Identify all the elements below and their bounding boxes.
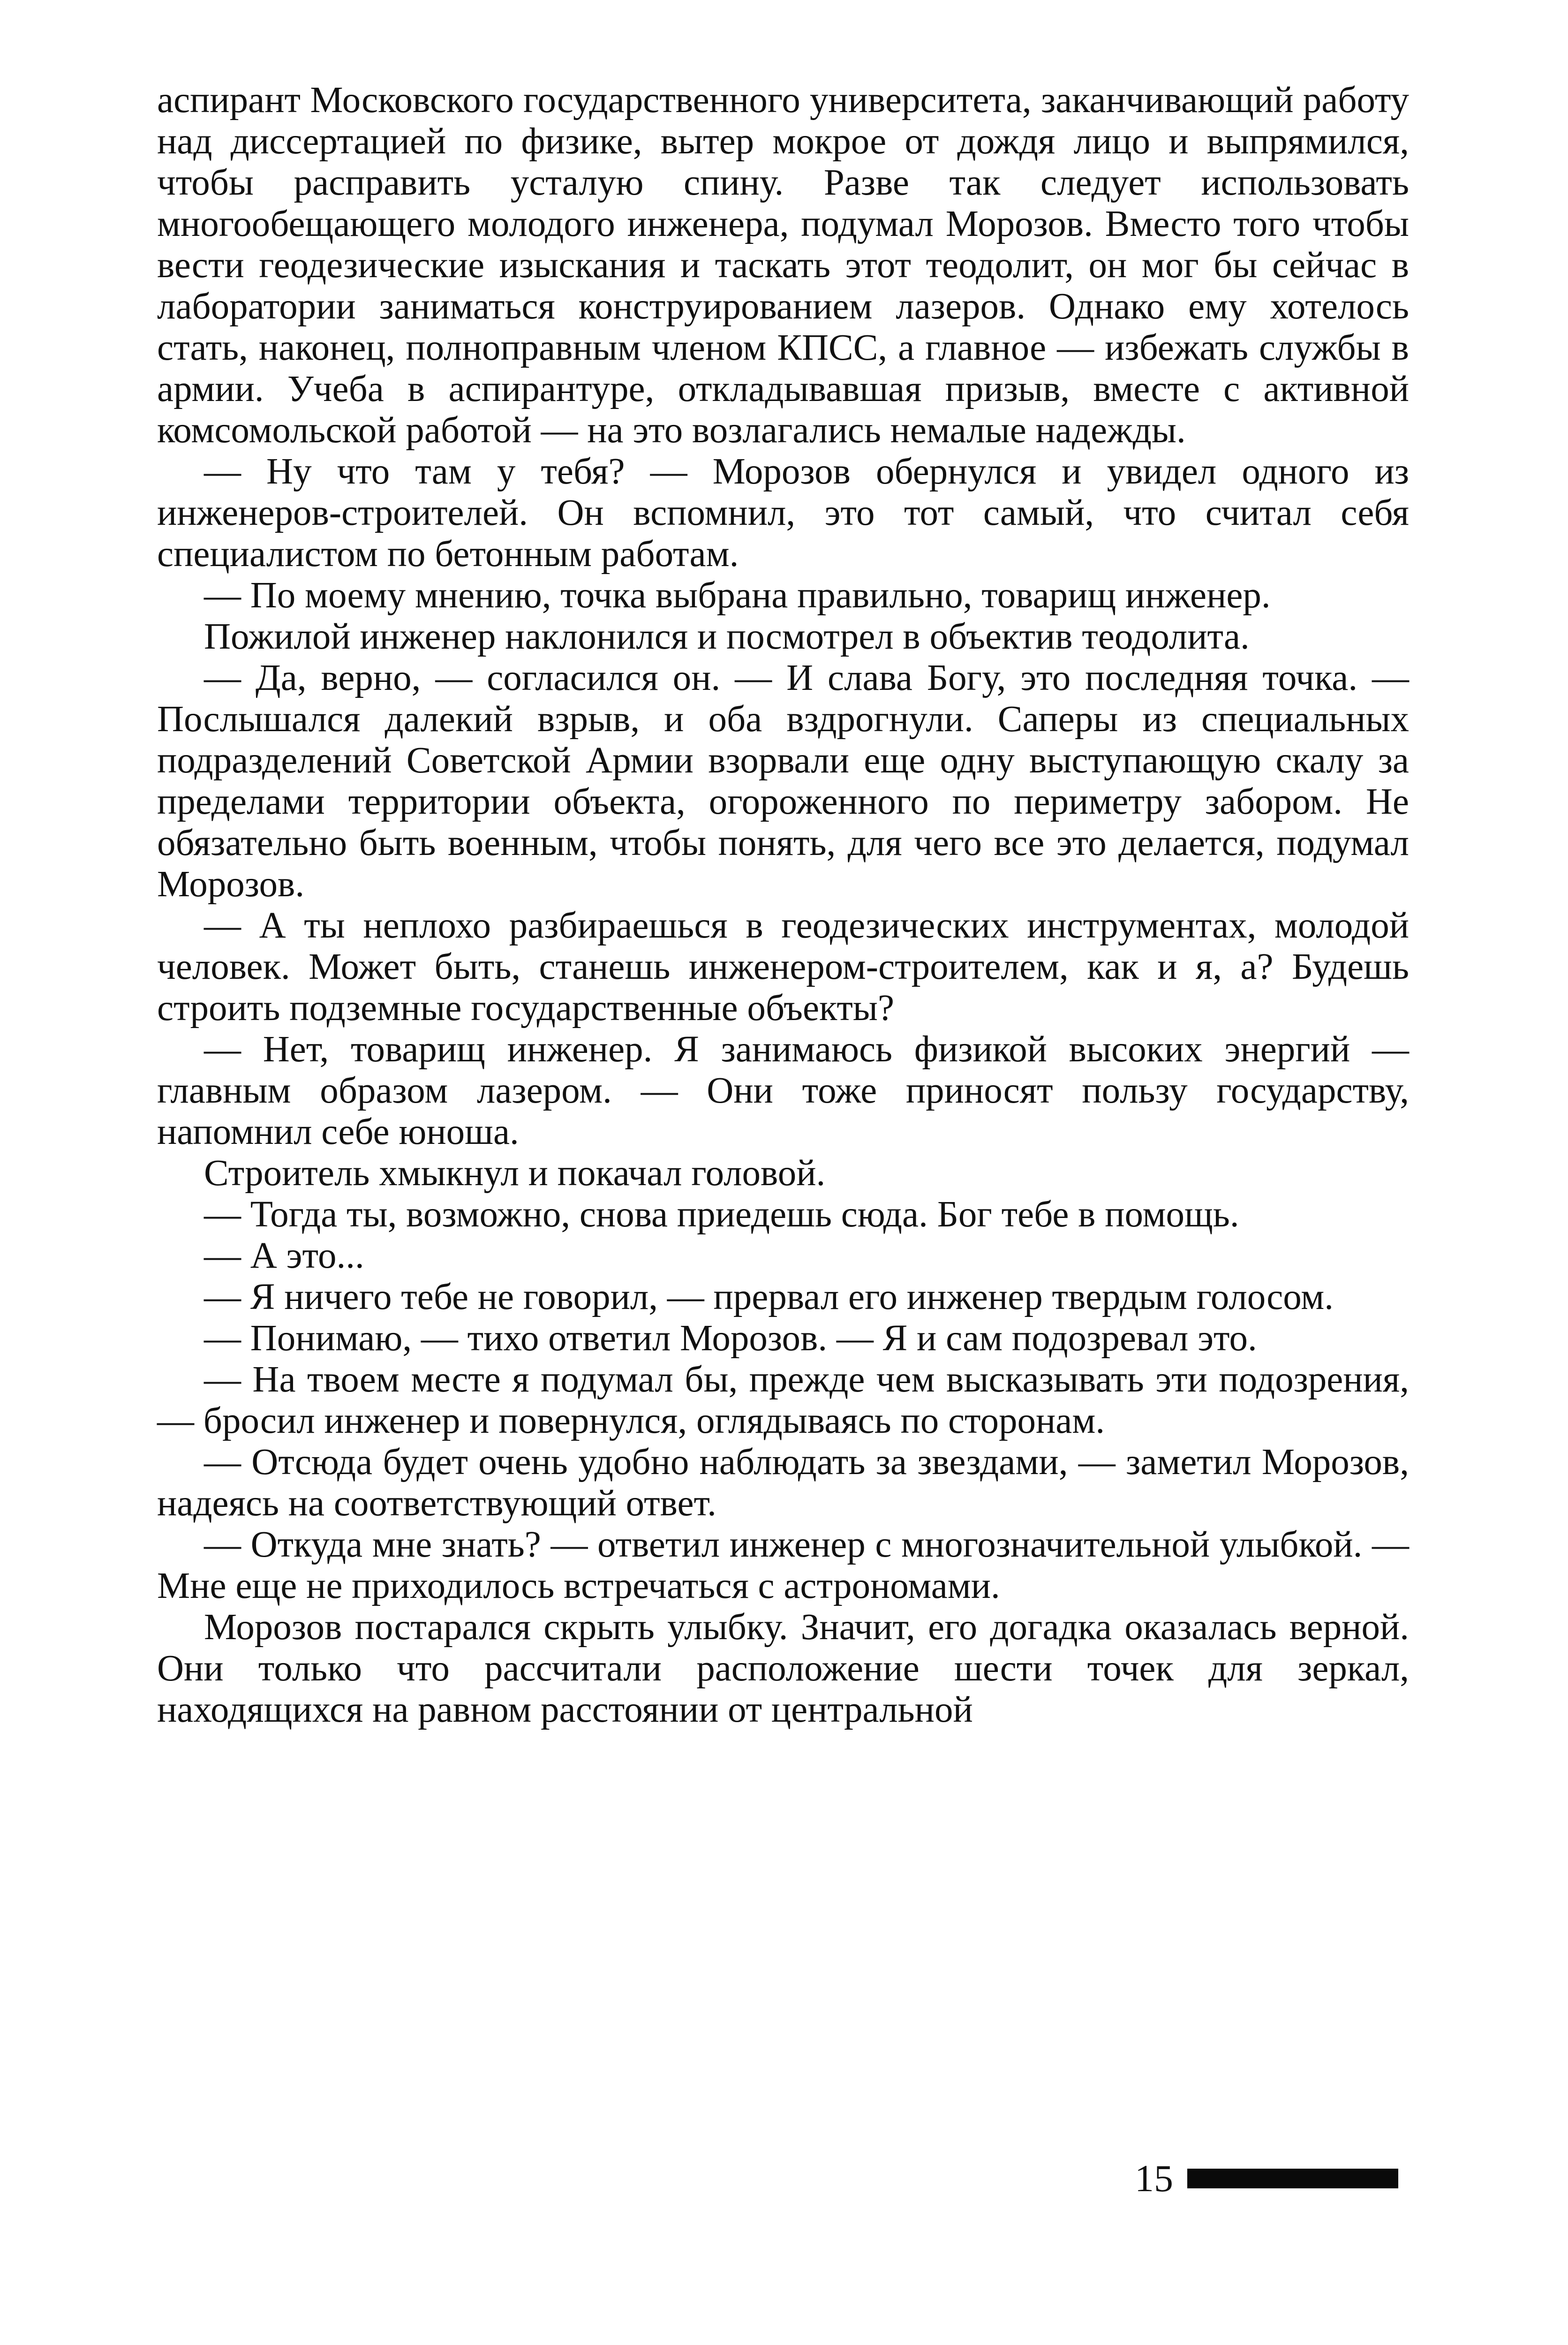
paragraph-14: — Отсюда будет очень удобно наблюдать за звездами, — заметил Морозов, надеясь на соответствующий ответ. [157, 1442, 1409, 1524]
paragraph-13: — На твоем месте я подумал бы, прежде чем высказывать эти подозрения, — бросил инженер и повернулся, оглядываясь по сторонам. [157, 1359, 1409, 1441]
page-number: 15 [1135, 2157, 1173, 2200]
paragraph-15: — Откуда мне знать? — ответил инженер с многозначительной улыбкой. — Мне еще не приходилось встречаться с астрономами. [157, 1524, 1409, 1606]
paragraph-10: — А это... [204, 1235, 364, 1276]
paragraph-11: — Я ничего тебе не говорил, — прервал его инженер твердым голосом. [204, 1277, 1334, 1317]
paragraph-2: — Ну что там у тебя? — Морозов обернулся и увидел одного из инженеров-строителей. Он вспомнил, это тот самый, что считал себя специалистом по бетонным работам. [157, 451, 1409, 575]
page-footer [1135, 2157, 1398, 2200]
body-text [157, 80, 1409, 1731]
paragraph-1: аспирант Московского государственного университета, заканчивающий работу над диссертацией по физике, вытер мокрое от дождя лицо и выпрямился, чтобы расправить усталую спину. Разве так следует использовать многообещающего молодого инженера, подумал Морозов. Вместо того чтобы вести геодезические изыскания и таскать этот теодолит, он мог бы сейчас в лаборатории заниматься конструированием лазеров. Однако ему хотелось стать, наконец, полноправным членом КПСС, а главное — избежать службы в армии. Учеба в аспирантуре, откладывавшая призыв, вместе с активной комсомольской работой — на это возлагались немалые надежды. [157, 80, 1409, 451]
paragraph-5: — Да, верно, — согласился он. — И слава Богу, это последняя точка. — Послышался далекий взрыв, и оба вздрогнули. Саперы из специальных подразделений Советской Армии взорвали еще одну выступающую скалу за пределами территории объекта, огороженного по периметру забором. Не обязательно быть военным, чтобы понять, для чего все это делается, подумал Морозов. [157, 658, 1409, 905]
paragraph-7: — Нет, товарищ инженер. Я занимаюсь физикой высоких энергий — главным образом лазером. — Они тоже приносят пользу государству, напомнил себе юноша. [157, 1029, 1409, 1152]
paragraph-6: — А ты неплохо разбираешься в геодезических инструментах, молодой человек. Может быть, станешь инженером-строителем, как и я, а? Будешь строить подземные государственные объекты? [157, 905, 1409, 1029]
paragraph-8: Строитель хмыкнул и покачал головой. [204, 1153, 826, 1194]
paragraph-12: — Понимаю, — тихо ответил Морозов. — Я и сам подозревал это. [204, 1318, 1257, 1359]
footer-rule [1187, 2169, 1398, 2188]
paragraph-4: Пожилой инженер наклонился и посмотрел в объектив теодолита. [204, 616, 1250, 657]
paragraph-3: — По моему мнению, точка выбрана правильно, товарищ инженер. [204, 575, 1271, 616]
paragraph-16: Морозов постарался скрыть улыбку. Значит, его догадка оказалась верной. Они только что рассчитали расположение шести точек для зеркал, находящихся на равном расстоянии от центральной [157, 1607, 1409, 1730]
paragraph-9: — Тогда ты, возможно, снова приедешь сюда. Бог тебе в помощь. [204, 1194, 1239, 1235]
